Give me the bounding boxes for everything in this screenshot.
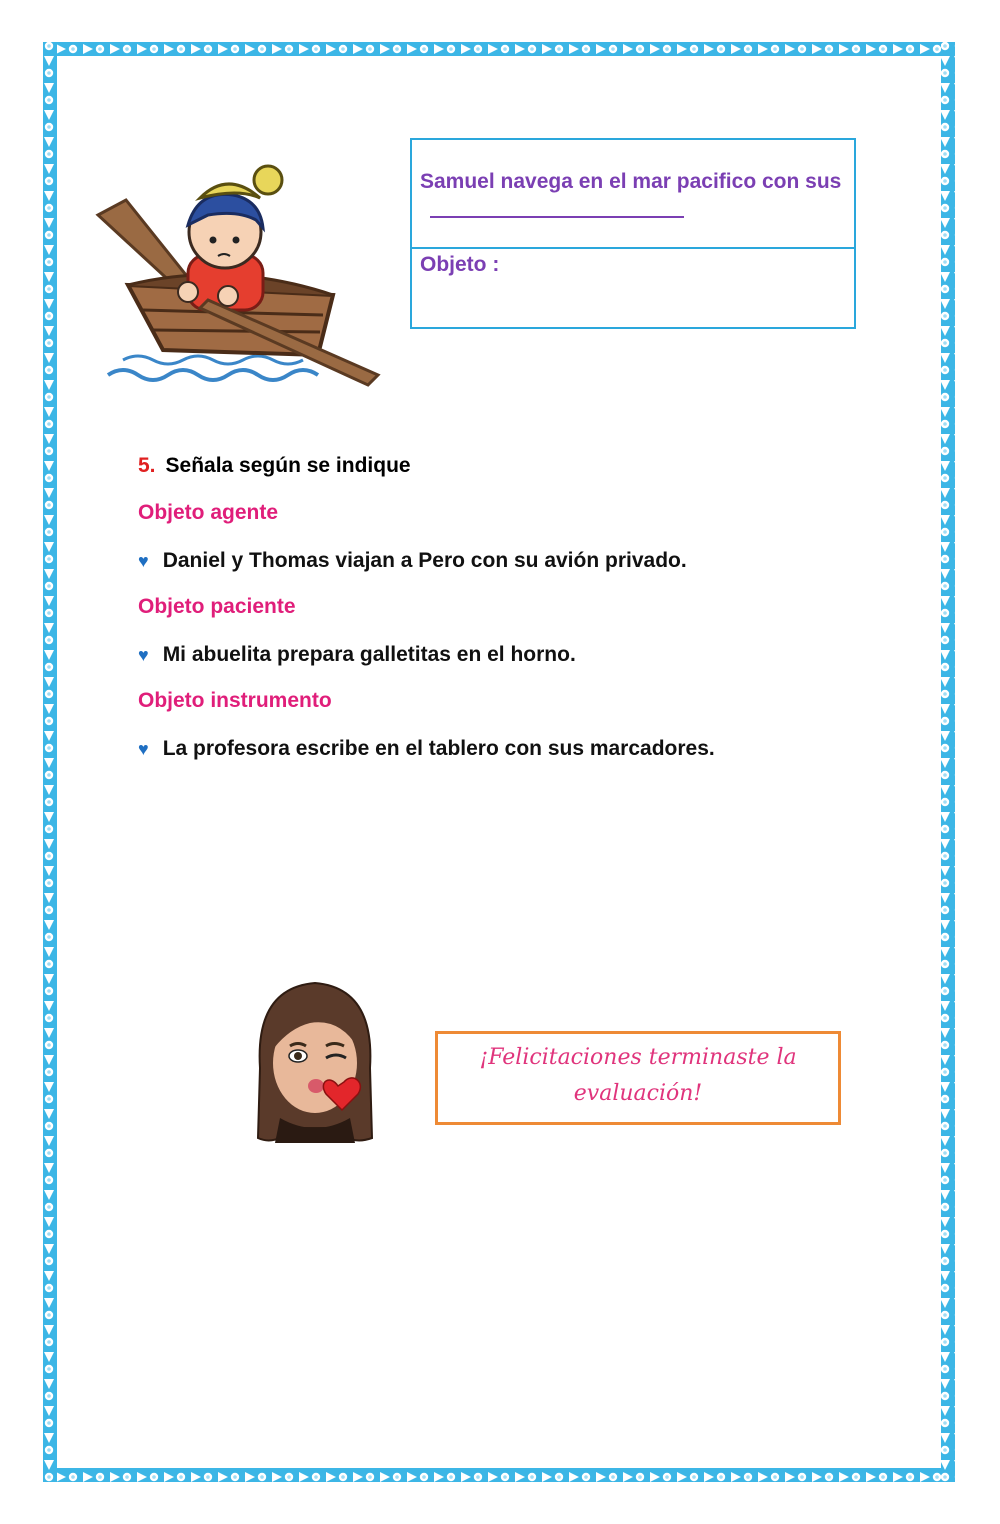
answer-cell[interactable]	[412, 249, 854, 281]
sentence-agente[interactable]	[138, 549, 687, 573]
congratulations-line-1: ¡Felicitaciones terminaste la	[479, 1045, 797, 1070]
sentence-text: Daniel y Thomas viajan a Pero con su avión privado.	[162, 549, 687, 572]
avatar-girl-illustration	[250, 978, 380, 1148]
task-instruction: Señala según se indique	[165, 454, 411, 477]
sentence-instrumento[interactable]	[138, 737, 715, 761]
heart-icon: ♥	[138, 551, 149, 571]
sentence-text: Mi abuelita prepara galletitas en el horno.	[162, 643, 576, 666]
congratulations-box	[435, 1031, 841, 1125]
congratulations-line-2: evaluación!	[573, 1081, 703, 1106]
section-heading-instrumento: Objeto instrumento	[138, 689, 332, 712]
answer-label: Objeto :	[420, 253, 500, 276]
boy-rowing-boat-illustration	[88, 160, 388, 390]
sentence-text: La profesora escribe en el tablero con sus marcadores.	[162, 737, 715, 760]
question-prompt-cell	[412, 140, 854, 249]
sentence-paciente[interactable]	[138, 643, 576, 667]
question-prompt: Samuel navega en el mar pacifico con sus	[420, 170, 842, 193]
question-box	[410, 138, 856, 329]
heart-icon: ♥	[138, 645, 149, 665]
answer-blank[interactable]	[430, 196, 684, 218]
section-heading-paciente: Objeto paciente	[138, 595, 296, 618]
task-instruction-line	[138, 454, 411, 478]
section-heading-agente: Objeto agente	[138, 501, 279, 524]
heart-icon: ♥	[138, 739, 149, 759]
task-number: 5.	[138, 454, 156, 477]
